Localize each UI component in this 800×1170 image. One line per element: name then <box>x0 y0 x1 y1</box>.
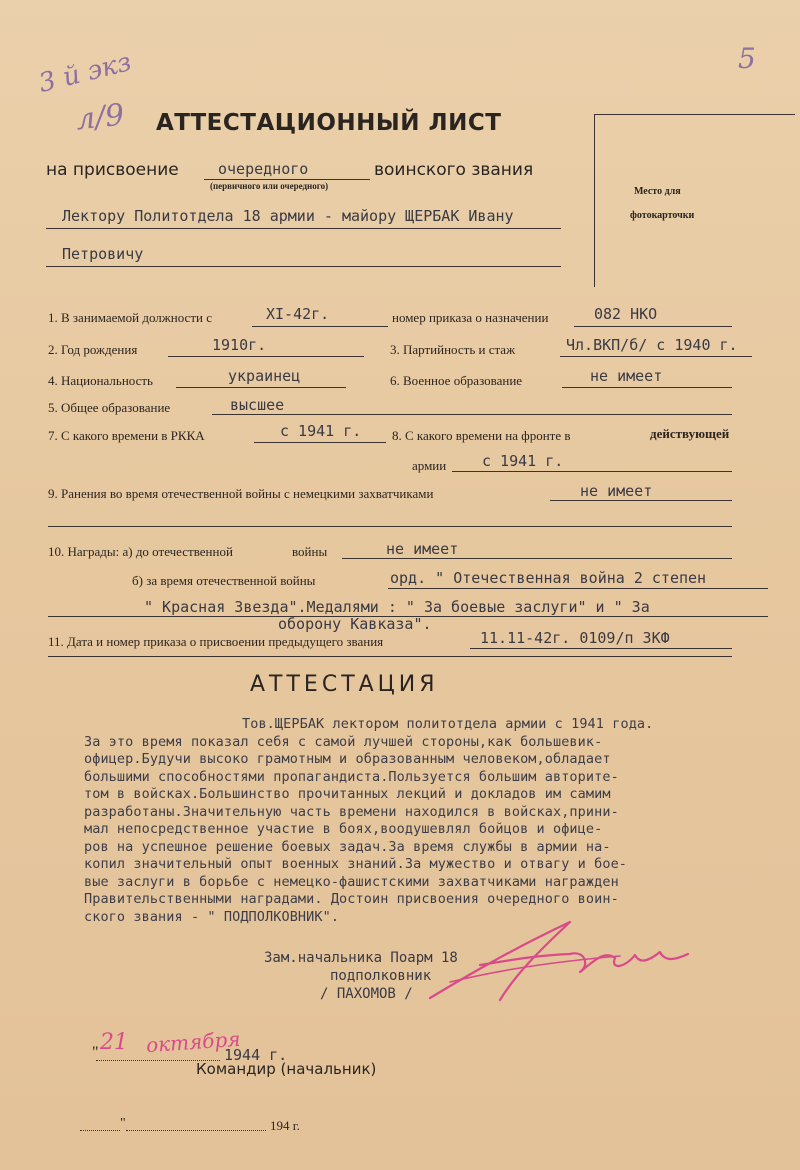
signature-rank: подполковник <box>330 968 432 984</box>
assign-prefix: на присвоение <box>46 160 179 180</box>
field-2-value: 1910г. <box>212 336 267 354</box>
field-10b-value-2: " Красная Звезда".Медалями : " За боевые заслуги" и " За <box>144 598 650 616</box>
field-10-label: 10. Награды: а) до отечественной <box>48 544 233 559</box>
field-7-label: 7. С какого времени в РККА <box>48 428 205 443</box>
field-10a-underline <box>342 558 732 559</box>
field-10-label-b: войны <box>292 544 328 559</box>
date2-open-quote: " <box>120 1116 126 1131</box>
attestation-line: вые заслуги в борьбе с немецко-фашистскими захватчиками награжден <box>84 873 619 890</box>
field-4-label: 4. Национальность <box>48 373 153 388</box>
date-year: 1944 г. <box>224 1046 288 1064</box>
field-8-label-2: армии <box>412 458 447 473</box>
name-underline-2 <box>46 266 561 267</box>
photo-placeholder-box <box>594 114 795 287</box>
field-1b-underline <box>574 326 732 327</box>
field-9-value: не имеет <box>580 482 653 500</box>
field-10a-value: не имеет <box>386 540 459 558</box>
signature-name: / ПАХОМОВ / <box>320 986 413 1002</box>
field-3-underline <box>560 356 752 357</box>
attestation-line: разработаны.Значительную часть времени находился в войсках,прини- <box>84 803 619 820</box>
field-10b-value-1: орд. " Отечественная война 2 степен <box>390 569 707 587</box>
assign-suffix: воинского звания <box>374 160 534 180</box>
field-6-label: 6. Военное образование <box>390 373 523 388</box>
date-open-quote: " <box>92 1044 99 1061</box>
field-8-label: 8. С какого времени на фронте в <box>392 428 571 443</box>
field-6-underline <box>562 387 732 388</box>
attestation-line: том в войсках.Большинство прочитанных лекций и докладов им самим <box>84 786 611 802</box>
attestation-line: Правительственными наградами. Достоин присвоения очередного воин- <box>84 891 619 907</box>
field-10b-label: б) за время отечественной войны <box>132 573 316 588</box>
field-1-label: 1. В занимаемой должности с <box>48 310 212 325</box>
field-11-value: 11.11-42г. 0109/п ЗКФ <box>480 629 670 647</box>
date2-month-line <box>126 1130 266 1131</box>
field-10b-value-3: оборону Кавказа". <box>278 615 432 633</box>
field-7-value: с 1941 г. <box>280 422 362 440</box>
field-4-underline <box>176 387 346 388</box>
handwritten-signature <box>420 910 700 1010</box>
assign-value: очередного <box>218 160 309 178</box>
attestation-line: За это время показал себя с самой лучшей стороны,как большевик- <box>84 733 603 750</box>
field-7-underline <box>254 442 386 443</box>
attestation-title: АТТЕСТАЦИЯ <box>250 672 439 697</box>
attestation-line: мал непосредственное участие в боях,воодушевлял бойцов и офице- <box>84 821 603 837</box>
field-9-underline <box>550 500 732 501</box>
field-9-label: 9. Ранения во время отечественной войны с немецкими захватчиками <box>48 486 434 501</box>
field-8-value: с 1941 г. <box>482 452 564 470</box>
handwritten-copy-note: 3 й экз <box>35 47 135 99</box>
field-2-underline <box>168 356 364 357</box>
handwritten-date-day: 21 <box>100 1030 128 1055</box>
signature-position: Зам.начальника Поарм 18 <box>264 950 458 966</box>
photo-label-2: фотокарточки <box>630 210 695 221</box>
assign-underline <box>204 179 370 180</box>
commander-label: Командир (начальник) <box>196 1060 377 1078</box>
field-9-underline-2 <box>48 526 732 527</box>
attestation-text <box>84 716 653 926</box>
attestation-line: ского звания - " ПОДПОЛКОВНИК". <box>84 908 340 925</box>
field-11-underline-2 <box>48 656 732 657</box>
attestation-line: офицер.Будучи высоко грамотным и образованным человеком,обладает <box>84 751 611 767</box>
handwritten-page-number: 5 <box>738 42 756 75</box>
field-5-label: 5. Общее образование <box>48 400 171 415</box>
field-3-label: 3. Партийность и стаж <box>390 342 516 357</box>
attestation-line: ров на успешное решение боевых задач.За время службы в армии на- <box>84 838 611 855</box>
handwritten-date-month: октября <box>145 1026 242 1058</box>
field-1b-value: 082 НКО <box>594 305 658 323</box>
field-1b-label: номер приказа о назначении <box>392 310 549 325</box>
attestation-line: большими способностями пропагандиста.Пользуется большим авторите- <box>84 768 619 785</box>
attestation-line: Тов.ЩЕРБАК лектором политотдела армии с 1941 года. <box>242 716 654 732</box>
field-5-value: высшее <box>230 396 285 414</box>
photo-box-top-line <box>594 114 734 115</box>
field-2-label: 2. Год рождения <box>48 342 138 357</box>
name-underline-1 <box>46 228 561 229</box>
handwritten-sheet-number: л/9 <box>74 97 126 138</box>
field-8-label-bold: действующей <box>650 426 730 441</box>
field-3-value: Чл.ВКП/б/ с 1940 г. <box>566 336 738 354</box>
field-11-underline <box>470 648 732 649</box>
document-title: АТТЕСТАЦИОННЫЙ ЛИСТ <box>156 110 502 136</box>
field-1-value: XI-42г. <box>266 305 330 323</box>
date2-year: 194 г. <box>270 1118 300 1133</box>
field-10b-underline-1 <box>388 588 768 589</box>
photo-label-1: Место для <box>634 186 681 197</box>
field-6-value: не имеет <box>590 367 663 385</box>
field-1-underline <box>252 326 388 327</box>
field-4-value: украинец <box>228 367 301 385</box>
field-8-underline <box>452 471 732 472</box>
field-11-label: 11. Дата и номер приказа о присвоении предыдущего звания <box>48 634 384 649</box>
attestation-line: копил значительный опыт военных знаний.За мужество и отвагу и бое- <box>84 856 628 872</box>
person-name-line-2: Петровичу <box>62 245 144 263</box>
date2-day-line <box>80 1130 120 1131</box>
field-5-underline <box>212 414 732 415</box>
person-name-line-1: Лектору Политотдела 18 армии - майору ЩЕРБАК Ивану <box>62 207 514 225</box>
assign-hint: (первичного или очередного) <box>210 181 329 191</box>
